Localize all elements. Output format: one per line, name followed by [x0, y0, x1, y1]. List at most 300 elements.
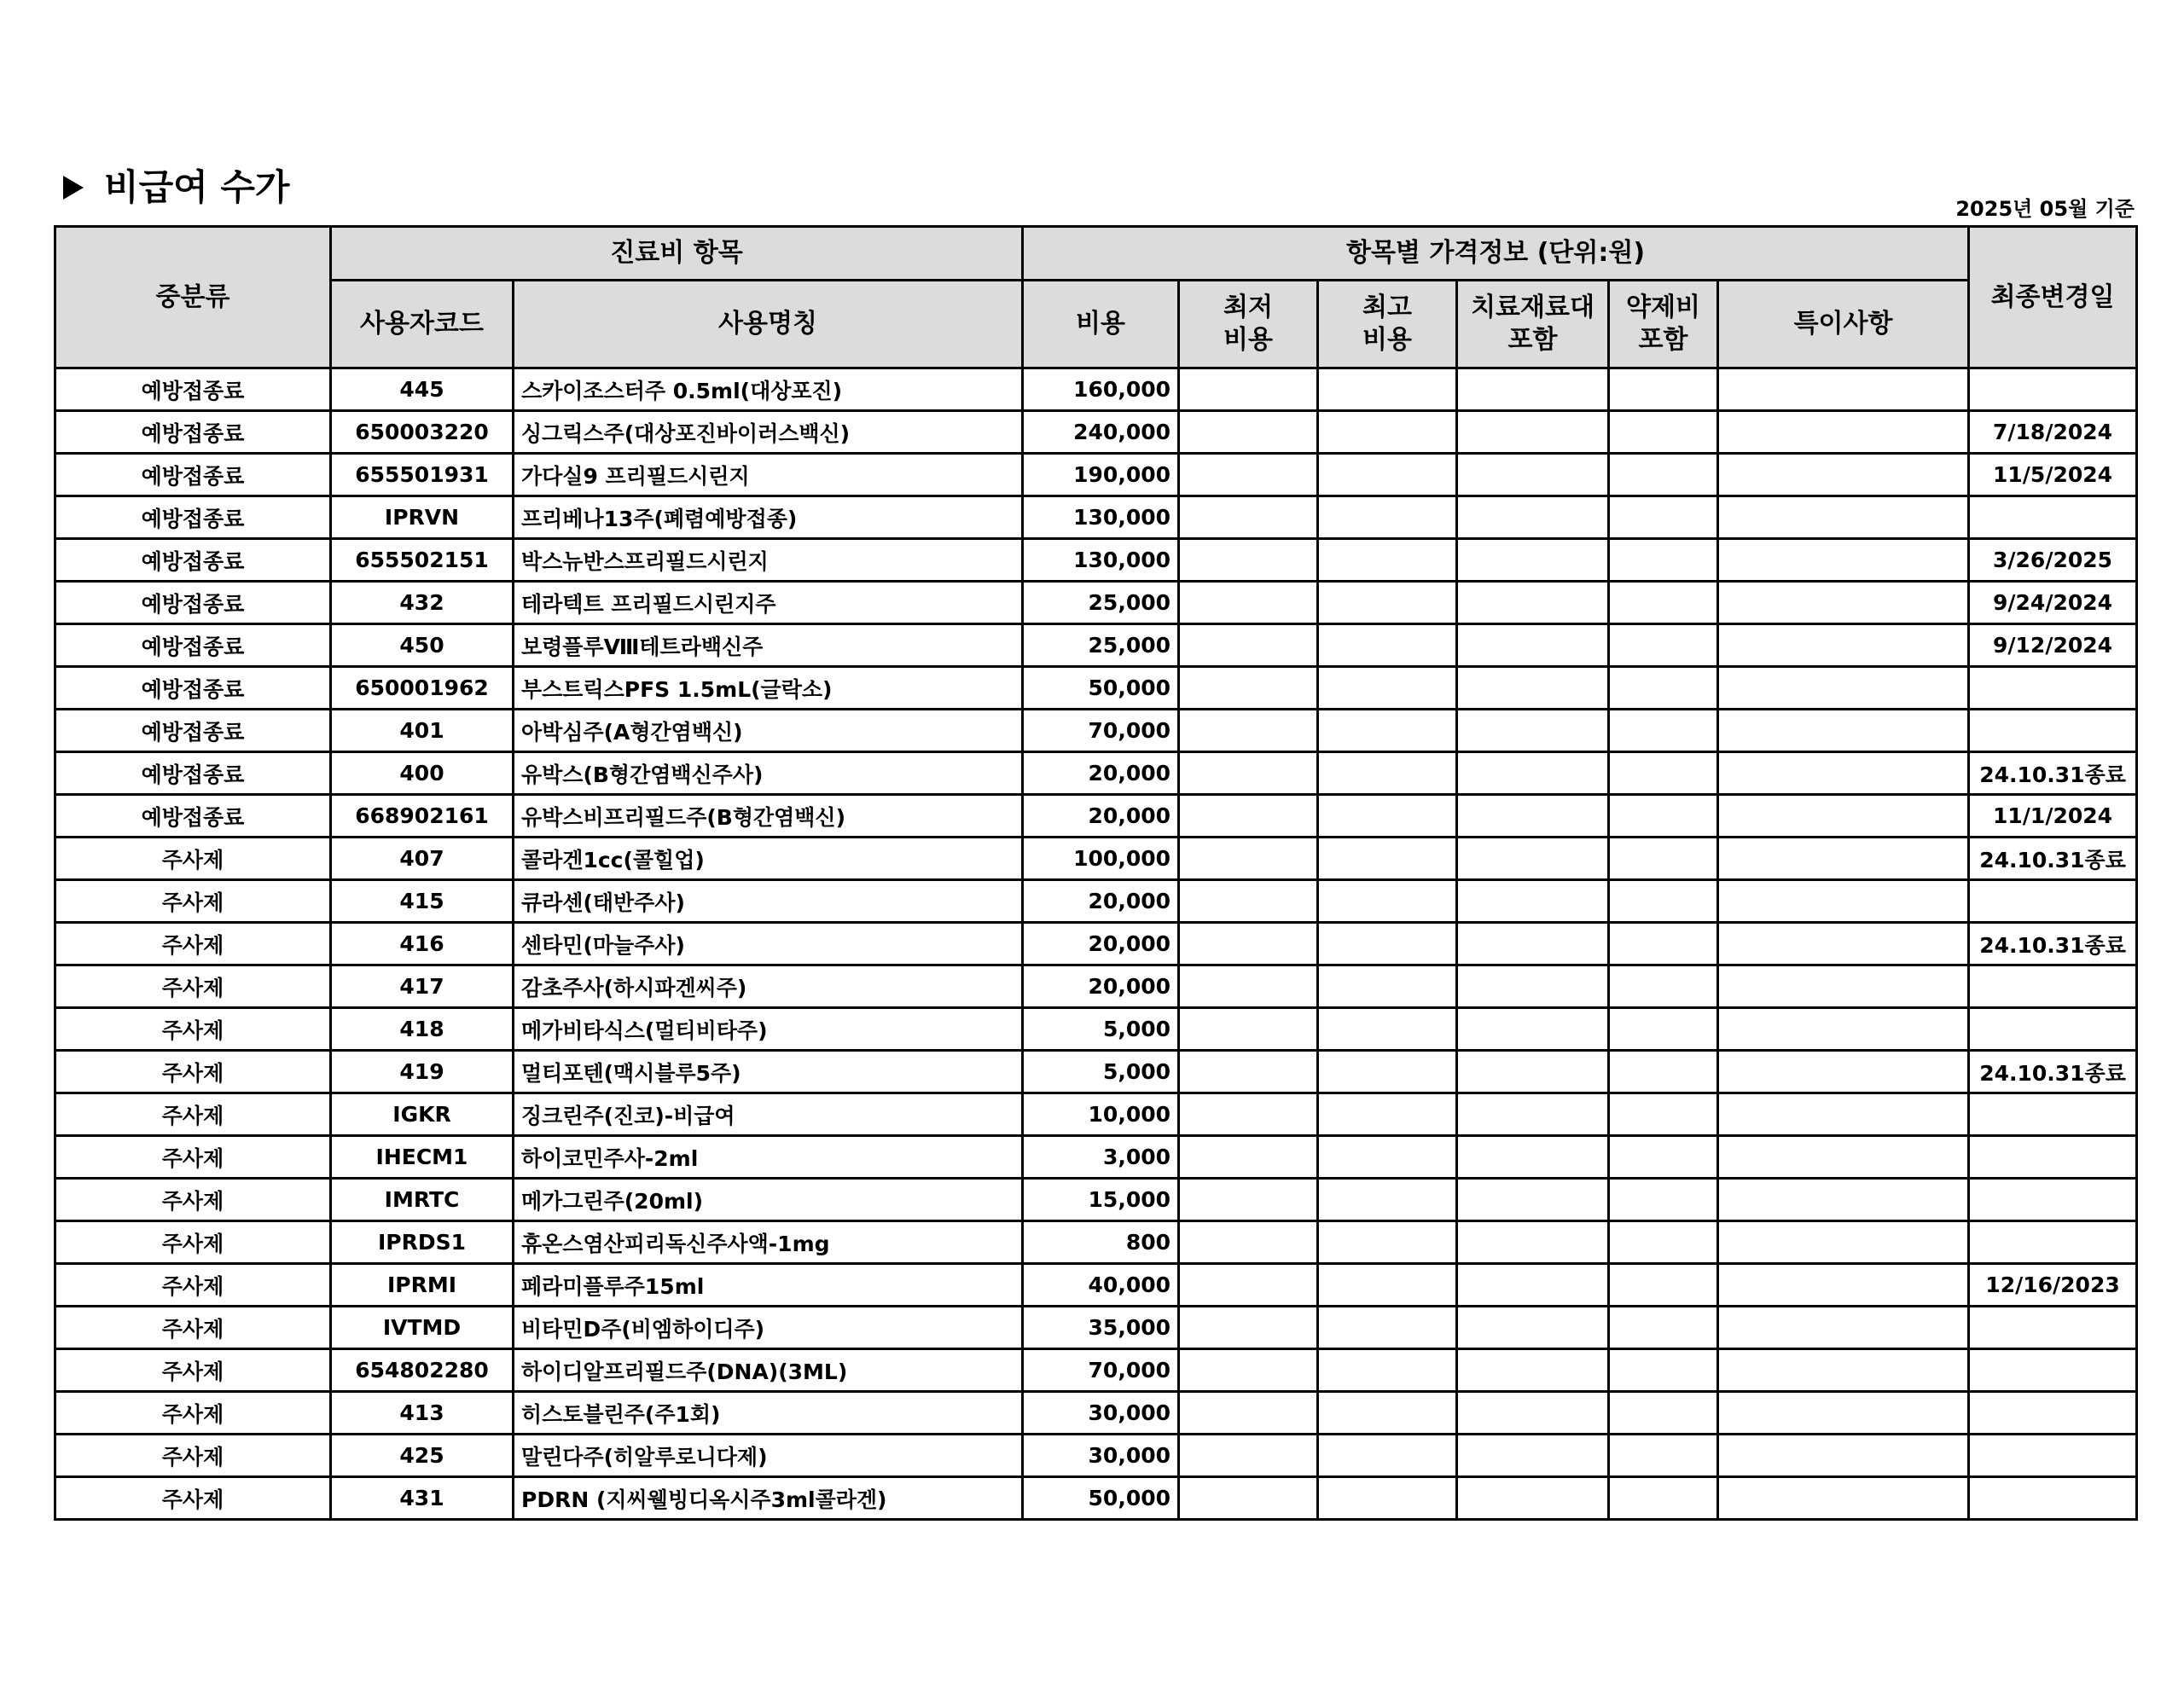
cell-drug-included [1609, 496, 1718, 539]
cell-code: IVTMD [331, 1307, 514, 1349]
page-title [63, 162, 289, 213]
cell-min-cost [1179, 880, 1318, 923]
cell-cost: 70,000 [1023, 1349, 1179, 1392]
cell-max-cost [1318, 1136, 1457, 1179]
cell-max-cost [1318, 1477, 1457, 1520]
cell-material-included [1457, 539, 1609, 582]
cell-last-changed [1969, 368, 2137, 411]
cell-last-changed: 11/5/2024 [1969, 454, 2137, 496]
cell-drug-included [1609, 1221, 1718, 1264]
cell-material-included [1457, 1264, 1609, 1307]
cell-code: IMRTC [331, 1179, 514, 1221]
cell-last-changed [1969, 1349, 2137, 1392]
cell-last-changed [1969, 1477, 2137, 1520]
cell-category: 주사제 [55, 1008, 331, 1051]
cell-category: 주사제 [55, 1392, 331, 1435]
cell-name: 유박스비프리필드주(B형간염백신) [514, 795, 1023, 838]
cell-material-included [1457, 1435, 1609, 1477]
header-min-line2: 비용 [1223, 325, 1273, 355]
cell-notes [1718, 965, 1969, 1008]
cell-category: 주사제 [55, 1477, 331, 1520]
cell-min-cost [1179, 795, 1318, 838]
cell-cost: 5,000 [1023, 1008, 1179, 1051]
cell-last-changed [1969, 965, 2137, 1008]
cell-name: 박스뉴반스프리필드시린지 [514, 539, 1023, 582]
table-row [55, 582, 2137, 624]
cell-max-cost [1318, 1435, 1457, 1477]
cell-category: 예방접종료 [55, 667, 331, 710]
cell-material-included [1457, 1392, 1609, 1435]
cell-cost: 160,000 [1023, 368, 1179, 411]
cell-max-cost [1318, 1221, 1457, 1264]
cell-material-included [1457, 795, 1609, 838]
cell-code: 450 [331, 624, 514, 667]
cell-code: 425 [331, 1435, 514, 1477]
cell-material-included [1457, 965, 1609, 1008]
cell-drug-included [1609, 1136, 1718, 1179]
cell-min-cost [1179, 582, 1318, 624]
cell-category: 예방접종료 [55, 624, 331, 667]
table-row [55, 1349, 2137, 1392]
cell-name: 페라미플루주15ml [514, 1264, 1023, 1307]
cell-drug-included [1609, 1349, 1718, 1392]
cell-cost: 50,000 [1023, 667, 1179, 710]
cell-max-cost [1318, 1179, 1457, 1221]
header-group-item: 진료비 항목 [331, 227, 1023, 281]
cell-notes [1718, 923, 1969, 965]
cell-material-included [1457, 624, 1609, 667]
cell-min-cost [1179, 710, 1318, 752]
cell-max-cost [1318, 838, 1457, 880]
cell-name: 메가비타식스(멀티비타주) [514, 1008, 1023, 1051]
cell-last-changed: 7/18/2024 [1969, 411, 2137, 454]
cell-material-included [1457, 1136, 1609, 1179]
cell-notes [1718, 1349, 1969, 1392]
cell-drug-included [1609, 1392, 1718, 1435]
cell-name: 큐라센(태반주사) [514, 880, 1023, 923]
cell-min-cost [1179, 838, 1318, 880]
cell-name: 휴온스염산피리독신주사액-1mg [514, 1221, 1023, 1264]
cell-category: 주사제 [55, 1307, 331, 1349]
cell-drug-included [1609, 624, 1718, 667]
table-row [55, 454, 2137, 496]
cell-drug-included [1609, 880, 1718, 923]
cell-last-changed: 3/26/2025 [1969, 539, 2137, 582]
cell-notes [1718, 795, 1969, 838]
cell-name: 메가그린주(20ml) [514, 1179, 1023, 1221]
cell-cost: 15,000 [1023, 1179, 1179, 1221]
header-min-cost [1179, 281, 1318, 368]
cell-drug-included [1609, 411, 1718, 454]
cell-last-changed [1969, 1435, 2137, 1477]
cell-max-cost [1318, 624, 1457, 667]
cell-code: 668902161 [331, 795, 514, 838]
cell-min-cost [1179, 752, 1318, 795]
cell-cost: 35,000 [1023, 1307, 1179, 1349]
cell-category: 예방접종료 [55, 582, 331, 624]
cell-notes [1718, 1435, 1969, 1477]
cell-max-cost [1318, 667, 1457, 710]
cell-category: 주사제 [55, 1349, 331, 1392]
cell-category: 예방접종료 [55, 710, 331, 752]
cell-drug-included [1609, 1093, 1718, 1136]
cell-notes [1718, 1477, 1969, 1520]
table-row [55, 1264, 2137, 1307]
cell-drug-included [1609, 1477, 1718, 1520]
cell-category: 예방접종료 [55, 795, 331, 838]
cell-last-changed [1969, 1136, 2137, 1179]
header-cost: 비용 [1023, 281, 1179, 368]
cell-category: 예방접종료 [55, 539, 331, 582]
reference-date-note: 2025년 05월 기준 [1955, 197, 2135, 221]
cell-notes [1718, 539, 1969, 582]
cell-min-cost [1179, 965, 1318, 1008]
cell-cost: 30,000 [1023, 1392, 1179, 1435]
table-row [55, 880, 2137, 923]
table-row [55, 1093, 2137, 1136]
cell-name: 말린다주(히알루로니다제) [514, 1435, 1023, 1477]
cell-material-included [1457, 752, 1609, 795]
header-group-price: 항목별 가격정보 (단위:원) [1023, 227, 1969, 281]
header-code: 사용자코드 [331, 281, 514, 368]
cell-cost: 5,000 [1023, 1051, 1179, 1093]
cell-drug-included [1609, 795, 1718, 838]
cell-cost: 50,000 [1023, 1477, 1179, 1520]
cell-material-included [1457, 1051, 1609, 1093]
cell-max-cost [1318, 411, 1457, 454]
header-drug-line1: 약제비 [1626, 293, 1700, 322]
cell-category: 주사제 [55, 923, 331, 965]
header-material-line1: 치료재료대 [1471, 293, 1594, 322]
cell-name: 유박스(B형간염백신주사) [514, 752, 1023, 795]
cell-cost: 40,000 [1023, 1264, 1179, 1307]
cell-notes [1718, 667, 1969, 710]
cell-last-changed: 24.10.31종료 [1969, 923, 2137, 965]
cell-name: 부스트릭스PFS 1.5mL(글락소) [514, 667, 1023, 710]
cell-category: 주사제 [55, 1264, 331, 1307]
cell-category: 주사제 [55, 838, 331, 880]
cell-name: 스카이조스터주 0.5ml(대상포진) [514, 368, 1023, 411]
header-material-line2: 포함 [1507, 325, 1558, 355]
cell-min-cost [1179, 667, 1318, 710]
cell-max-cost [1318, 752, 1457, 795]
cell-max-cost [1318, 539, 1457, 582]
cell-code: 654802280 [331, 1349, 514, 1392]
cell-drug-included [1609, 1435, 1718, 1477]
table-row [55, 667, 2137, 710]
cell-drug-included [1609, 582, 1718, 624]
cell-code: 417 [331, 965, 514, 1008]
table-row [55, 710, 2137, 752]
cell-cost: 25,000 [1023, 624, 1179, 667]
cell-max-cost [1318, 710, 1457, 752]
cell-material-included [1457, 1349, 1609, 1392]
cell-category: 예방접종료 [55, 496, 331, 539]
cell-name: 보령플루Ⅷ테트라백신주 [514, 624, 1023, 667]
cell-notes [1718, 411, 1969, 454]
cell-category: 예방접종료 [55, 752, 331, 795]
header-name: 사용명칭 [514, 281, 1023, 368]
cell-last-changed: 24.10.31종료 [1969, 1051, 2137, 1093]
table-row [55, 368, 2137, 411]
price-table [54, 225, 2138, 1521]
cell-min-cost [1179, 1435, 1318, 1477]
cell-drug-included [1609, 838, 1718, 880]
cell-code: IHECM1 [331, 1136, 514, 1179]
table-row [55, 752, 2137, 795]
cell-name: 히스토블린주(주1회) [514, 1392, 1023, 1435]
cell-code: 400 [331, 752, 514, 795]
cell-code: 655501931 [331, 454, 514, 496]
cell-cost: 100,000 [1023, 838, 1179, 880]
cell-min-cost [1179, 454, 1318, 496]
cell-notes [1718, 838, 1969, 880]
table-row [55, 1008, 2137, 1051]
cell-material-included [1457, 1008, 1609, 1051]
cell-drug-included [1609, 1008, 1718, 1051]
table-row [55, 539, 2137, 582]
cell-drug-included [1609, 1179, 1718, 1221]
cell-last-changed [1969, 496, 2137, 539]
cell-name: PDRN (지씨웰빙디옥시주3ml콜라겐) [514, 1477, 1023, 1520]
cell-material-included [1457, 411, 1609, 454]
cell-notes [1718, 454, 1969, 496]
cell-drug-included [1609, 539, 1718, 582]
cell-name: 하이디알프리필드주(DNA)(3ML) [514, 1349, 1023, 1392]
cell-last-changed [1969, 1093, 2137, 1136]
cell-code: 418 [331, 1008, 514, 1051]
table-row [55, 1307, 2137, 1349]
cell-name: 하이코민주사-2ml [514, 1136, 1023, 1179]
cell-last-changed: 24.10.31종료 [1969, 752, 2137, 795]
cell-last-changed [1969, 1179, 2137, 1221]
table-row [55, 1136, 2137, 1179]
cell-code: 650001962 [331, 667, 514, 710]
cell-code: 445 [331, 368, 514, 411]
cell-cost: 70,000 [1023, 710, 1179, 752]
cell-min-cost [1179, 1221, 1318, 1264]
cell-notes [1718, 1008, 1969, 1051]
cell-notes [1718, 368, 1969, 411]
table-row [55, 1392, 2137, 1435]
cell-notes [1718, 1221, 1969, 1264]
cell-cost: 25,000 [1023, 582, 1179, 624]
cell-min-cost [1179, 1264, 1318, 1307]
cell-max-cost [1318, 1051, 1457, 1093]
cell-max-cost [1318, 795, 1457, 838]
header-row-bottom [55, 281, 2137, 368]
cell-last-changed [1969, 1008, 2137, 1051]
cell-min-cost [1179, 411, 1318, 454]
cell-code: 419 [331, 1051, 514, 1093]
cell-cost: 130,000 [1023, 496, 1179, 539]
cell-min-cost [1179, 1051, 1318, 1093]
table-row [55, 624, 2137, 667]
table-row [55, 838, 2137, 880]
cell-material-included [1457, 496, 1609, 539]
cell-category: 주사제 [55, 1051, 331, 1093]
cell-code: IPRVN [331, 496, 514, 539]
header-material-included [1457, 281, 1609, 368]
table-row [55, 923, 2137, 965]
cell-max-cost [1318, 1307, 1457, 1349]
cell-material-included [1457, 1093, 1609, 1136]
cell-drug-included [1609, 667, 1718, 710]
table-row [55, 496, 2137, 539]
cell-name: 테라텍트 프리필드시린지주 [514, 582, 1023, 624]
cell-category: 예방접종료 [55, 411, 331, 454]
cell-min-cost [1179, 923, 1318, 965]
cell-cost: 20,000 [1023, 923, 1179, 965]
cell-drug-included [1609, 1264, 1718, 1307]
cell-max-cost [1318, 1093, 1457, 1136]
cell-code: IPRDS1 [331, 1221, 514, 1264]
cell-drug-included [1609, 923, 1718, 965]
cell-cost: 20,000 [1023, 965, 1179, 1008]
cell-name: 가다실9 프리필드시린지 [514, 454, 1023, 496]
cell-cost: 190,000 [1023, 454, 1179, 496]
cell-max-cost [1318, 1392, 1457, 1435]
cell-notes [1718, 582, 1969, 624]
cell-notes [1718, 710, 1969, 752]
cell-drug-included [1609, 1051, 1718, 1093]
cell-code: IGKR [331, 1093, 514, 1136]
cell-material-included [1457, 710, 1609, 752]
cell-notes [1718, 752, 1969, 795]
cell-max-cost [1318, 965, 1457, 1008]
table-row [55, 411, 2137, 454]
table-row [55, 1179, 2137, 1221]
header-last-changed: 최종변경일 [1969, 227, 2137, 368]
cell-notes [1718, 624, 1969, 667]
cell-material-included [1457, 582, 1609, 624]
cell-notes [1718, 880, 1969, 923]
cell-material-included [1457, 1221, 1609, 1264]
table-row [55, 795, 2137, 838]
cell-last-changed: 12/16/2023 [1969, 1264, 2137, 1307]
cell-min-cost [1179, 539, 1318, 582]
table-row [55, 965, 2137, 1008]
cell-material-included [1457, 1179, 1609, 1221]
cell-max-cost [1318, 454, 1457, 496]
cell-name: 감초주사(하시파겐씨주) [514, 965, 1023, 1008]
cell-name: 프리베나13주(폐렴예방접종) [514, 496, 1023, 539]
cell-code: 413 [331, 1392, 514, 1435]
cell-min-cost [1179, 624, 1318, 667]
table-row [55, 1477, 2137, 1520]
cell-cost: 800 [1023, 1221, 1179, 1264]
cell-code: 407 [331, 838, 514, 880]
cell-min-cost [1179, 1008, 1318, 1051]
cell-name: 센타민(마늘주사) [514, 923, 1023, 965]
header-max-line2: 비용 [1362, 325, 1412, 355]
cell-min-cost [1179, 1093, 1318, 1136]
cell-drug-included [1609, 752, 1718, 795]
cell-last-changed [1969, 1221, 2137, 1264]
table-row [55, 1221, 2137, 1264]
cell-notes [1718, 1264, 1969, 1307]
cell-category: 예방접종료 [55, 368, 331, 411]
cell-drug-included [1609, 965, 1718, 1008]
cell-category: 예방접종료 [55, 454, 331, 496]
cell-cost: 20,000 [1023, 880, 1179, 923]
cell-code: IPRMI [331, 1264, 514, 1307]
header-category: 중분류 [55, 227, 331, 368]
cell-category: 주사제 [55, 1435, 331, 1477]
cell-notes [1718, 1051, 1969, 1093]
cell-last-changed [1969, 710, 2137, 752]
cell-notes [1718, 1136, 1969, 1179]
cell-code: 650003220 [331, 411, 514, 454]
cell-max-cost [1318, 880, 1457, 923]
cell-code: 416 [331, 923, 514, 965]
cell-name: 아박심주(A형간염백신) [514, 710, 1023, 752]
header-drug-included [1609, 281, 1718, 368]
cell-max-cost [1318, 923, 1457, 965]
header-drug-line2: 포함 [1638, 325, 1688, 355]
cell-code: 655502151 [331, 539, 514, 582]
header-notes: 특이사항 [1718, 281, 1969, 368]
cell-max-cost [1318, 368, 1457, 411]
cell-notes [1718, 1392, 1969, 1435]
cell-notes [1718, 1179, 1969, 1221]
cell-last-changed: 9/12/2024 [1969, 624, 2137, 667]
cell-name: 싱그릭스주(대상포진바이러스백신) [514, 411, 1023, 454]
cell-cost: 30,000 [1023, 1435, 1179, 1477]
cell-last-changed: 11/1/2024 [1969, 795, 2137, 838]
cell-min-cost [1179, 1136, 1318, 1179]
cell-name: 콜라겐1cc(콜힐업) [514, 838, 1023, 880]
header-max-line1: 최고 [1362, 293, 1412, 322]
cell-material-included [1457, 1477, 1609, 1520]
cell-name: 멀티포텐(맥시블루5주) [514, 1051, 1023, 1093]
cell-material-included [1457, 454, 1609, 496]
header-max-cost [1318, 281, 1457, 368]
cell-notes [1718, 1307, 1969, 1349]
cell-category: 주사제 [55, 1179, 331, 1221]
cell-material-included [1457, 368, 1609, 411]
cell-category: 주사제 [55, 1221, 331, 1264]
cell-name: 비타민D주(비엠하이디주) [514, 1307, 1023, 1349]
cell-max-cost [1318, 1008, 1457, 1051]
cell-min-cost [1179, 1477, 1318, 1520]
cell-notes [1718, 496, 1969, 539]
cell-category: 주사제 [55, 1136, 331, 1179]
cell-drug-included [1609, 368, 1718, 411]
cell-max-cost [1318, 1264, 1457, 1307]
cell-category: 주사제 [55, 965, 331, 1008]
cell-last-changed: 24.10.31종료 [1969, 838, 2137, 880]
cell-drug-included [1609, 710, 1718, 752]
cell-drug-included [1609, 454, 1718, 496]
cell-code: 415 [331, 880, 514, 923]
cell-cost: 10,000 [1023, 1093, 1179, 1136]
table-body [55, 368, 2137, 1520]
cell-name: 징크린주(진코)-비급여 [514, 1093, 1023, 1136]
cell-min-cost [1179, 1307, 1318, 1349]
cell-max-cost [1318, 582, 1457, 624]
cell-material-included [1457, 667, 1609, 710]
cell-material-included [1457, 1307, 1609, 1349]
cell-cost: 240,000 [1023, 411, 1179, 454]
cell-min-cost [1179, 368, 1318, 411]
header-row-top [55, 227, 2137, 281]
cell-code: 431 [331, 1477, 514, 1520]
table-row [55, 1435, 2137, 1477]
cell-cost: 3,000 [1023, 1136, 1179, 1179]
cell-category: 주사제 [55, 880, 331, 923]
cell-material-included [1457, 838, 1609, 880]
